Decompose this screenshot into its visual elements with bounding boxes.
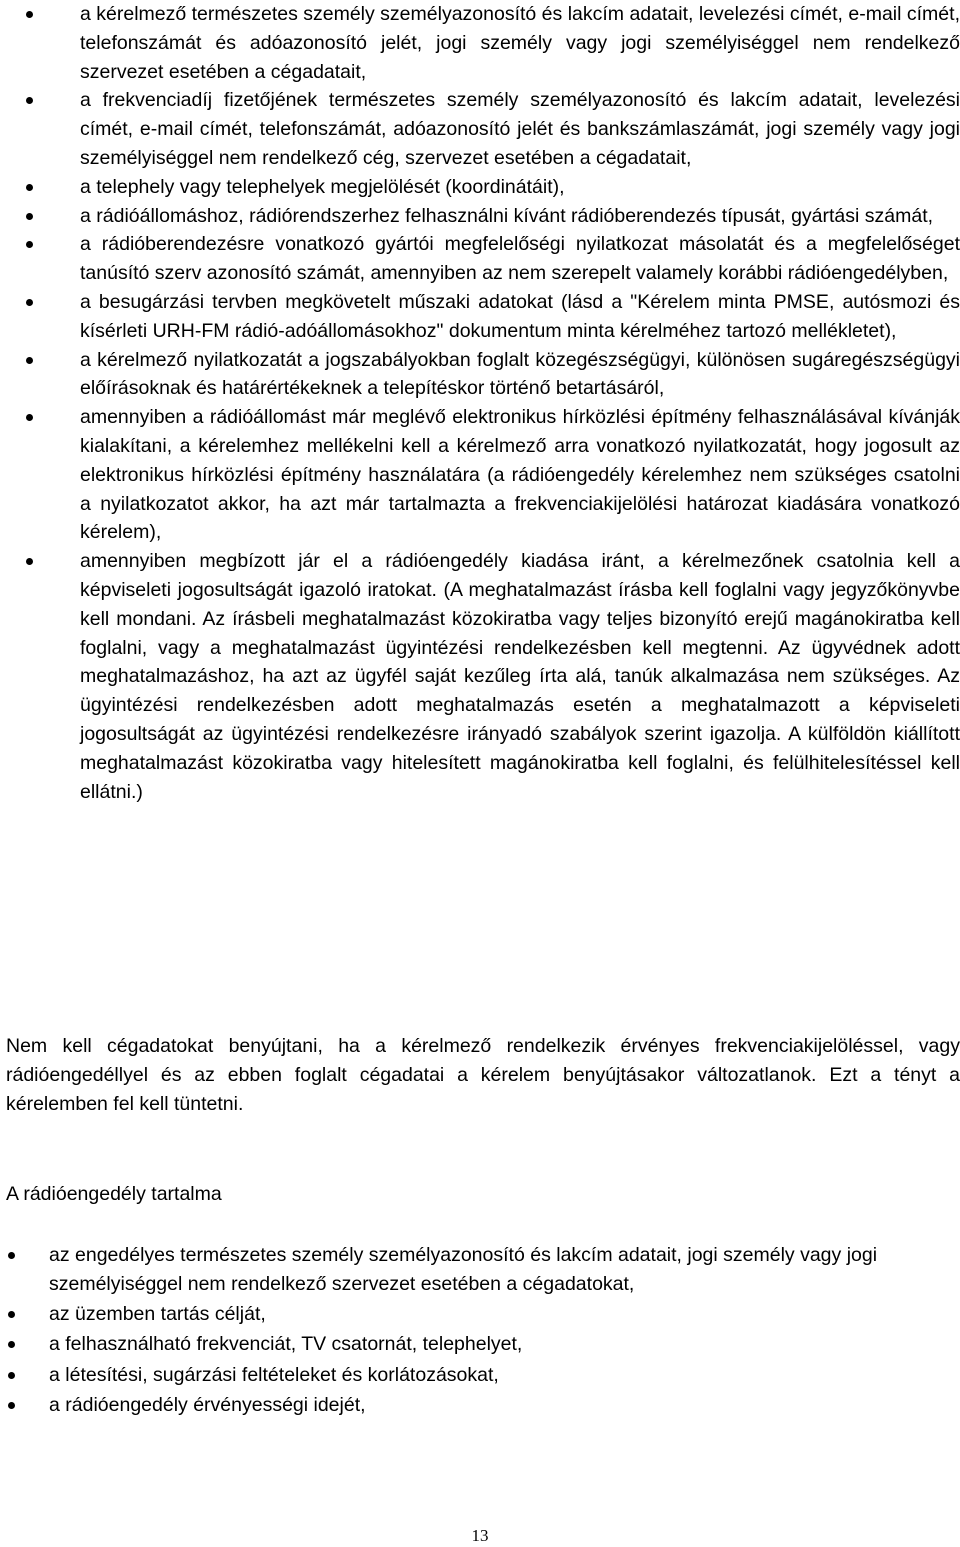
bullet-icon: [26, 299, 33, 306]
bullet-icon: [8, 1402, 15, 1409]
list-item: [80, 288, 960, 346]
bullet-icon: [26, 414, 33, 421]
list-item: [80, 0, 960, 86]
list-item: [80, 202, 960, 231]
list-item-text: a telephely vagy telephelyek megjelölését (koordinátáit),: [80, 175, 565, 198]
requirements-list: [80, 0, 960, 806]
list-item-text: az engedélyes természetes személy személyazonosító és lakcím adatait, jogi személy vagy jogi személyiséggel nem rendelkező szervezet esetében a cégadatokat,: [49, 1244, 878, 1295]
bullet-icon: [8, 1341, 15, 1348]
page-number: 13: [471, 1526, 489, 1545]
list-item-text: a rádióengedély érvényességi idejét,: [49, 1393, 366, 1416]
list-item: [49, 1300, 960, 1329]
list-item-text: a rádióállomáshoz, rádiórendszerhez felhasználni kívánt rádióberendezés típusát, gyártási számát,: [80, 204, 934, 227]
list-item: [80, 547, 960, 806]
list-item-text: amennyiben a rádióállomást már meglévő elektronikus hírközlési építmény felhasználásával kívánják kialakítani, a kérelemhez mellékelni kell a kérelmező arra vonatkozó nyilatkozatát, hogy jogosult az elektronikus hírközlési építmény használatára (a rádióengedély kérelemhez nem szükséges csatolni a nyilatkozatot akkor, ha azt már tartalmazta a frekvenciakijelölési határozat kiadására vonatkozó kérelem),: [80, 406, 960, 544]
list-item-text: az üzemben tartás célját,: [49, 1303, 266, 1326]
list-item: [49, 1241, 960, 1299]
license-contents-list: [49, 1241, 960, 1421]
bullet-icon: [8, 1311, 15, 1318]
list-item: [80, 403, 960, 547]
list-item: [80, 86, 960, 172]
bullet-icon: [8, 1252, 15, 1259]
bullet-icon: [26, 11, 33, 18]
list-item-text: a kérelmező természetes személy személyazonosító és lakcím adatait, levelezési címét, e-mail címét, telefonszámát és adóazonosító jelét, jogi személy vagy jogi személyiséggel nem rendelkező szervezet esetében a cégadatait,: [80, 3, 960, 83]
list-item: [80, 173, 960, 202]
bullet-icon: [26, 97, 33, 104]
list-item: [80, 230, 960, 288]
list-item: [49, 1330, 960, 1359]
list-item: [49, 1361, 960, 1390]
bullet-icon: [26, 241, 33, 248]
list-item-text: a kérelmező nyilatkozatát a jogszabályokban foglalt közegészségügyi, különösen sugáregészségügyi előírásoknak és határértékeknek a telepítéskor történő betartásáról,: [80, 348, 960, 400]
list-item-text: amennyiben megbízott jár el a rádióengedély kiadása iránt, a kérelmezőnek csatolnia kell a képviseleti jogosultságát igazoló iratokat. (A meghatalmazást írásba kell foglalni vagy jegyzőkönyvbe kell mondani. Az írásbeli meghatalmazást közokiratba vagy teljes bizonyító erejű magánokiratba kell foglalni, vagy a meghatalmazást ügyintézési rendelkezésben kell megtenni. Az ügyvédnek adott meghatalmazáshoz, ha azt az ügyfél saját kezűleg írta alá, tanúk alkalmazása nem szükséges. Az ügyintézési rendelkezésben adott meghatalmazás esetén a meghatalmazott a képviseleti jogosultságát az ügyintézési rendelkezésre irányadó szabályok szerint igazolja. A külföldön kiállított meghatalmazást közokiratba vagy hitelesített magánokiratba kell foglalni, és felülhitelesítéssel kell ellátni.): [80, 550, 960, 803]
section-heading: A rádióengedély tartalma: [6, 1183, 222, 1205]
list-item-text: a létesítési, sugárzási feltételeket és korlátozásokat,: [49, 1363, 499, 1386]
list-item-text: a besugárzási tervben megkövetelt műszaki adatokat (lásd a "Kérelem minta PMSE, autósmozi és kísérleti URH-FM rádió-adóállomásokhoz" dokumentum minta kérelméhez tartozó mellékletet),: [80, 290, 960, 342]
list-item: [49, 1391, 960, 1420]
bullet-icon: [26, 184, 33, 191]
bullet-icon: [26, 357, 33, 364]
list-item-text: a felhasználható frekvenciát, TV csatornát, telephelyet,: [49, 1333, 523, 1356]
bullet-icon: [8, 1372, 15, 1379]
list-item-text: a rádióberendezésre vonatkozó gyártói megfelelőségi nyilatkozat másolatát és a megfelelőséget tanúsító szerv azonosító számát, amennyiben az nem szerepelt valamely korábbi rádióengedélyben,: [80, 233, 960, 285]
list-item-text: a frekvenciadíj fizetőjének természetes személy személyazonosító és lakcím adatait, levelezési címét, e-mail címét, telefonszámát, adóazonosító jelét és bankszámlaszámát, jogi személy vagy jogi személyiséggel nem rendelkező cég, szervezet esetében a cégadatait,: [80, 89, 960, 169]
list-item: [80, 346, 960, 404]
bullet-icon: [26, 213, 33, 220]
bullet-icon: [26, 558, 33, 565]
body-paragraph: Nem kell cégadatokat benyújtani, ha a kérelmező rendelkezik érvényes frekvenciakijelöléssel, vagy rádióengedéllyel és az ebben foglalt cégadatai a kérelem benyújtásakor változatlanok. Ezt a tényt a kérelemben fel kell tüntetni.: [6, 1035, 960, 1115]
